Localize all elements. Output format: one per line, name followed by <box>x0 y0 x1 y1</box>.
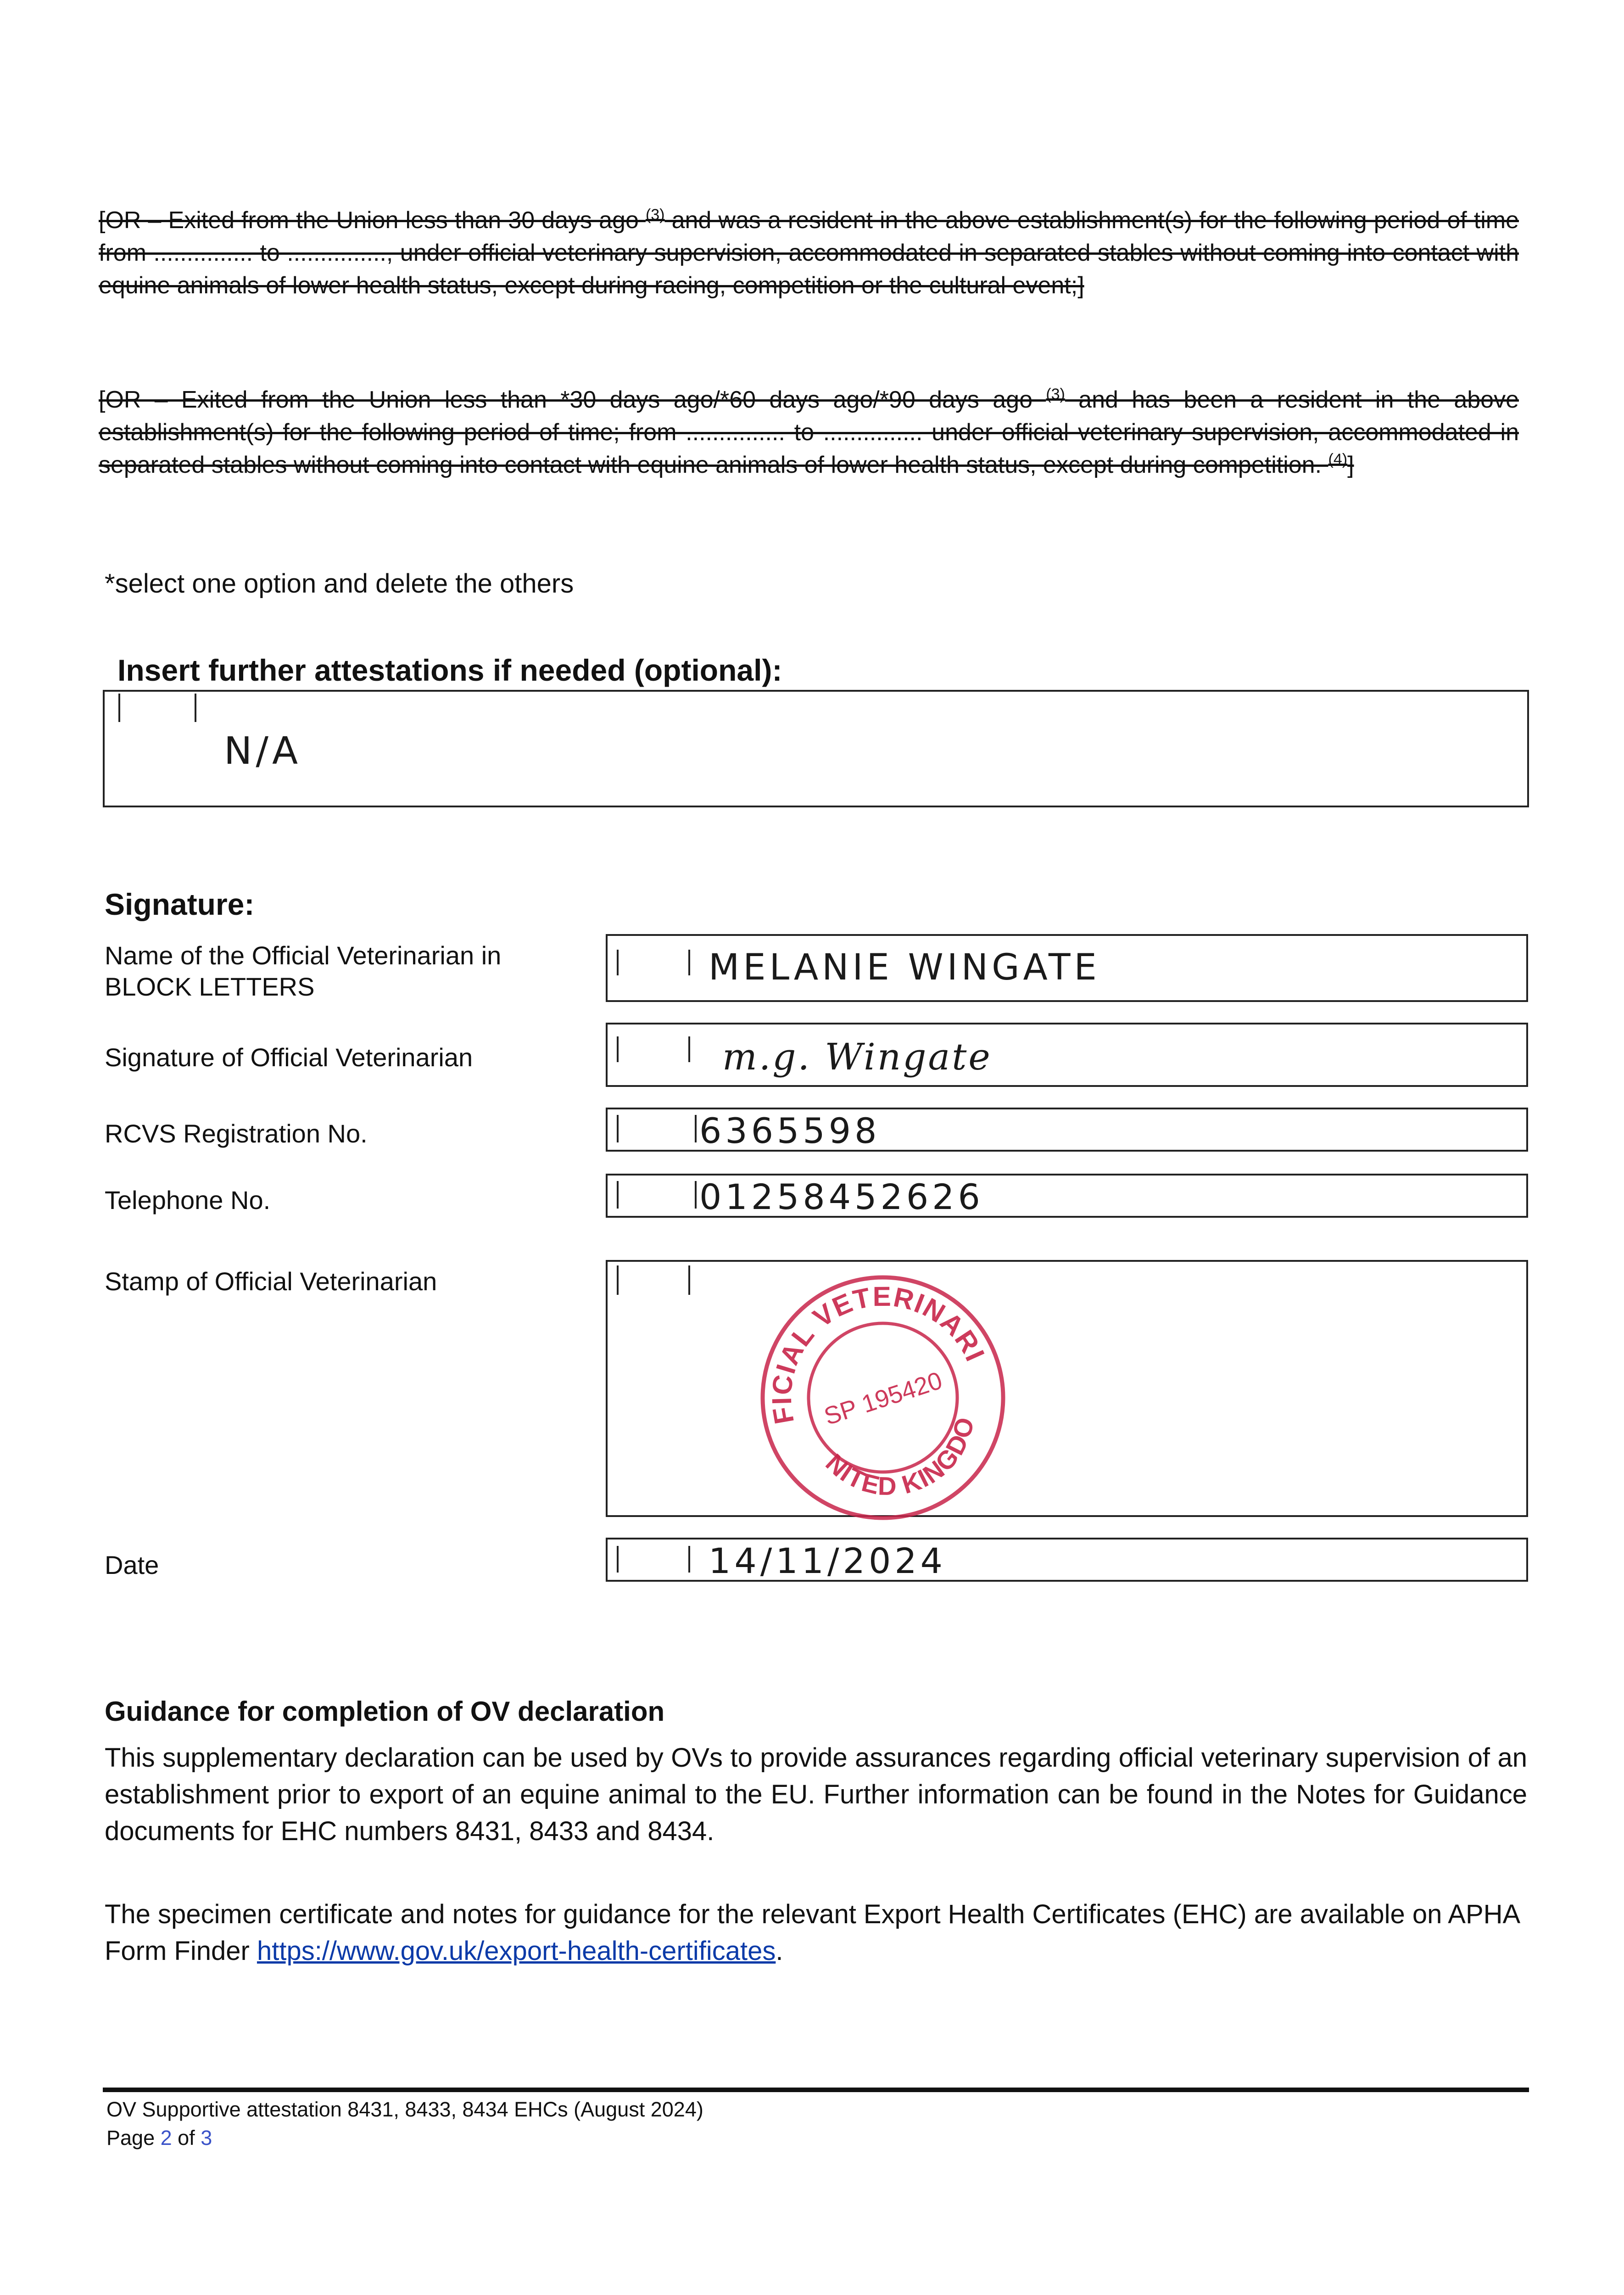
page-current: 2 <box>160 2126 172 2149</box>
date-field[interactable] <box>606 1538 1528 1582</box>
official-veterinarian-stamp <box>750 1265 1011 1522</box>
date-label: Date <box>105 1551 159 1579</box>
telephone-field[interactable] <box>606 1174 1528 1218</box>
guidance-heading: Guidance for completion of OV declaration <box>105 1696 665 1727</box>
ov-name-label: Name of the Official Veterinarian in BLOCK LETTERS <box>105 941 502 1001</box>
stamp-label: Stamp of Official Veterinarian <box>105 1267 437 1296</box>
telephone-value: 01258452626 <box>699 1176 984 1217</box>
further-attestations-heading: Insert further attestations if needed (optional): <box>117 653 782 687</box>
guidance-paragraph-2-text: The specimen certificate and notes for guidance for the relevant Export Health Certificates (EHC) are available on APHA Form Finder <box>105 1899 1519 1966</box>
select-note: *select one option and delete the others <box>105 569 574 599</box>
export-certificates-link[interactable]: https://www.gov.uk/export-health-certificates <box>257 1936 776 1966</box>
further-attestations-value: N/A <box>224 729 302 773</box>
stamp-center-text: SP 195420 <box>820 1366 946 1431</box>
footnote-ref-4: (4) <box>1328 451 1348 468</box>
telephone-label: Telephone No. <box>105 1186 271 1215</box>
rcvs-label: RCVS Registration No. <box>105 1119 368 1148</box>
guidance-paragraph-2 <box>105 1896 1527 1970</box>
guidance-paragraph-1: This supplementary declaration can be used by OVs to provide assurances regarding official veterinary supervision of an establishment prior to export of an equine animal to the EU. Further information can be found in the Notes for Guidance documents for EHC numbers 8431, 8433 and 8434. <box>105 1743 1527 1846</box>
footnote-ref-3: (3) <box>645 206 665 224</box>
date-value: 14/11/2024 <box>709 1540 947 1581</box>
stamp-bottom-text: UNITED KINGDOM <box>820 1414 980 1501</box>
struck-paragraph-1-rest: and was a resident in the above establishment(s) for the following period of time from ............... to ..............., under official veterinary supervision, accommodated in separated stables without coming into contact with equine animals of lower health status, except during racing, competition or the cultural event;] <box>99 207 1519 299</box>
guidance-paragraph-2-end: . <box>776 1936 783 1966</box>
stamp-top-text: OFFICIAL VETERINARIAN <box>766 1281 991 1427</box>
rcvs-value: 6365598 <box>699 1110 881 1151</box>
struck-paragraph-2 <box>99 384 1519 481</box>
rcvs-field[interactable] <box>606 1108 1528 1152</box>
struck-paragraph-2-rest: and has been a resident in the above establishment(s) for the following period of time; from ............... to ............... under official veterinary supervision, accommodated in separated stables without coming into contact with equine animals of lower health status, except during competition. <box>99 386 1519 478</box>
page-total: 3 <box>201 2126 212 2149</box>
signature-heading: Signature: <box>105 887 255 921</box>
further-attestations-field[interactable] <box>103 690 1529 807</box>
ov-signature-field[interactable] <box>606 1023 1528 1087</box>
stamp-field[interactable] <box>606 1260 1528 1517</box>
footer-title: OV Supportive attestation 8431, 8433, 8434 EHCs (August 2024) <box>106 2098 703 2121</box>
struck-paragraph-1-text: [OR – Exited from the Union less than 30 days ago <box>99 207 646 234</box>
footnote-ref-3: (3) <box>1046 386 1065 403</box>
ov-name-value: MELANIE WINGATE <box>709 947 1100 988</box>
ov-name-field[interactable] <box>606 934 1528 1002</box>
struck-paragraph-2-tail: ] <box>1347 452 1354 478</box>
page-number: Page 2 of 3 <box>106 2126 212 2149</box>
ov-signature-label: Signature of Official Veterinarian <box>105 1043 473 1072</box>
struck-paragraph-2-text: [OR – Exited from the Union less than *30 days ago/*60 days ago/*90 days ago <box>99 386 1046 413</box>
struck-paragraph-1 <box>99 204 1519 302</box>
ov-signature-value: m.g. Wingate <box>722 1036 992 1078</box>
footer-rule <box>103 2088 1529 2092</box>
